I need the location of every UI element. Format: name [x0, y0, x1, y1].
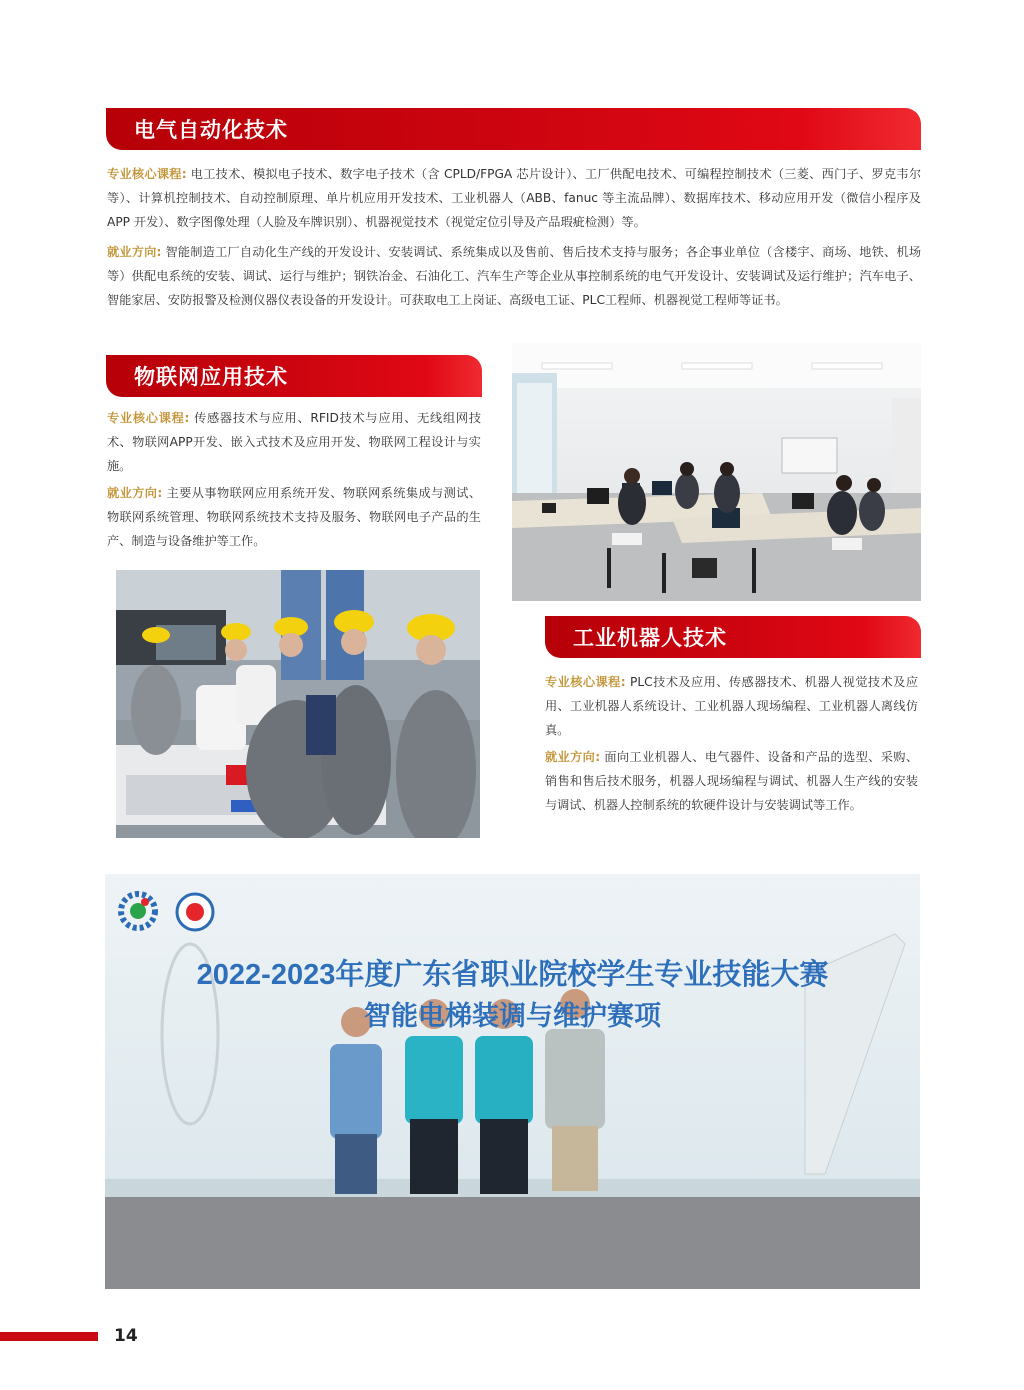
- course-text: 电工技术、模拟电子技术、数字电子技术（含 CPLD/FPGA 芯片设计）、工厂供配电技术、可编程控制技术（三菱、西门子、罗克韦尔等）、计算机控制技术、自动控制原理、单片机应用开发技术、工业机器人（ABB、fanuc 等主流品牌）、数据库技术、移动应用开发（微信小程序及 APP 开发）、数字图像处理（人脸及车牌识别）、机器视觉技术（视觉定位引导及产品瑕疵检测）等。: [107, 167, 922, 229]
- section-title-text: 物联网应用技术: [134, 365, 288, 389]
- career-label: 就业方向:: [545, 750, 601, 764]
- section-title-iot: [106, 355, 482, 397]
- career-text: 主要从事物联网应用系统开发、物联网系统集成与测试、物联网系统管理、物联网系统技术支持及服务、物联网电子产品的生产、制造与设备维护等工作。: [107, 486, 482, 548]
- section-title-text: 电气自动化技术: [134, 118, 288, 142]
- career-text: 面向工业机器人、电气器件、设备和产品的选型、采购、销售和售后技术服务，机器人现场编程与调试、机器人生产线的安装与调试、机器人控制系统的软硬件设计与安装调试等工作。: [545, 750, 919, 812]
- robot-career: [545, 745, 918, 817]
- course-text: 传感器技术与应用、RFID技术与应用、无线组网技术、物联网APP开发、嵌入式技术及应用开发、物联网工程设计与实施。: [107, 411, 482, 473]
- iot-career: [107, 481, 481, 553]
- logo-seal-icon: [177, 894, 213, 930]
- career-label: 就业方向:: [107, 245, 162, 259]
- competition-title-line2: 智能电梯装调与维护赛项: [364, 1001, 661, 1031]
- electrical-career: [107, 240, 921, 312]
- course-label: 专业核心课程:: [107, 167, 187, 181]
- robot-courses: [545, 670, 918, 742]
- page-number: 14: [114, 1326, 138, 1346]
- section-title-electrical: [106, 108, 921, 150]
- electrical-courses: [107, 162, 921, 234]
- section-title-robot: [545, 616, 921, 658]
- section-title-text: 工业机器人技术: [573, 626, 727, 650]
- competition-photo: [105, 874, 920, 1289]
- career-label: 就业方向:: [107, 486, 163, 500]
- competition-title-line1: 2022-2023年度广东省职业院校学生专业技能大赛: [196, 959, 829, 991]
- course-label: 专业核心课程:: [107, 411, 190, 425]
- course-text: PLC技术及应用、传感器技术、机器人视觉技术及应用、工业机器人系统设计、工业机器人现场编程、工业机器人离线仿真。: [545, 675, 919, 737]
- course-label: 专业核心课程:: [545, 675, 626, 689]
- iot-courses: [107, 406, 481, 478]
- footer-red-bar: [0, 1332, 98, 1341]
- computer-lab-photo: [512, 343, 921, 601]
- career-text: 智能制造工厂自动化生产线的开发设计、安装调试、系统集成以及售前、售后技术支持与服务；各企事业单位（含楼宇、商场、地铁、机场等）供配电系统的安装、调试、运行与维护；钢铁冶金、石油化工、汽车生产等企业从事控制系统的电气开发设计、安装调试及运行维护；汽车电子、智能家居、安防报警及检测仪器仪表设备的开发设计。可获取电工上岗证、高级电工证、PLC工程师、机器视觉工程师等证书。: [107, 245, 922, 307]
- robot-lab-photo: [116, 570, 480, 838]
